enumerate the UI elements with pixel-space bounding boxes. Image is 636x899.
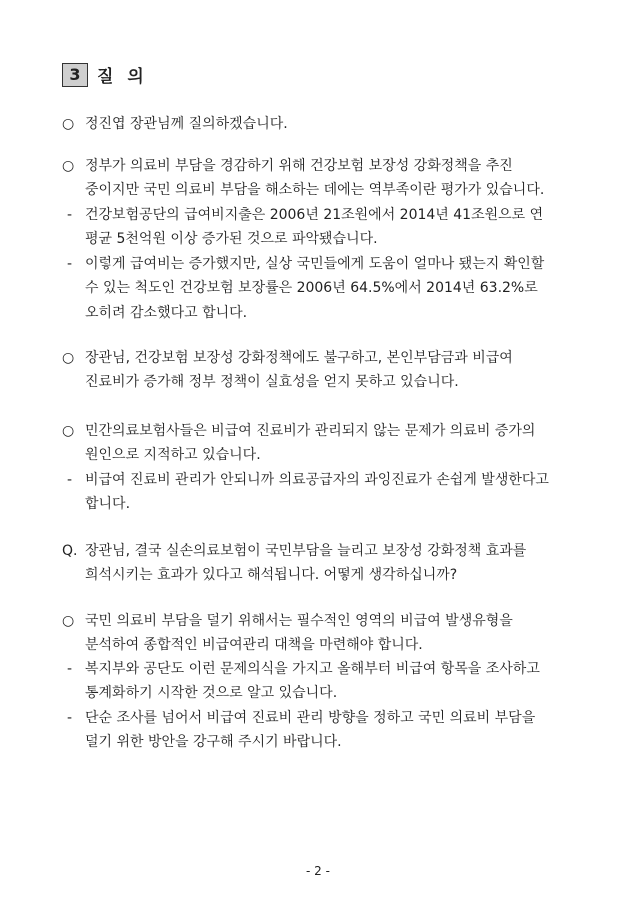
bullet-paragraph — [62, 609, 622, 658]
page-number: - 2 - — [306, 864, 330, 878]
line-text: 원인으로 지적하고 있습니다. — [85, 447, 261, 464]
bullet-marker: - — [67, 661, 73, 677]
line-text: 분석하여 종합적인 비급여관리 대책을 마련해야 합니다. — [85, 637, 423, 654]
bullet-paragraph — [62, 346, 622, 395]
question-paragraph — [62, 539, 622, 588]
text-line — [62, 203, 622, 227]
bullet-subitem — [62, 706, 622, 755]
text-line — [62, 112, 622, 136]
text-line — [62, 227, 622, 251]
line-text: 오히려 감소했다고 합니다. — [85, 304, 248, 321]
line-text: 국민 의료비 부담을 덜기 위해서는 필수적인 영역의 비급여 발생유형을 — [85, 613, 513, 629]
text-line — [62, 154, 622, 178]
text-line — [62, 539, 622, 563]
text-line — [62, 633, 622, 657]
line-text: 장관님, 건강보험 보장성 강화정책에도 불구하고, 본인부담금과 비급여 — [85, 350, 513, 366]
line-text: 정부가 의료비 부담을 경감하기 위해 건강보험 보장성 강화정책을 추진 — [85, 158, 513, 174]
bullet-marker: ○ — [62, 423, 75, 439]
bullet-subitem — [62, 468, 622, 517]
text-line — [62, 252, 622, 276]
text-line — [62, 370, 622, 394]
text-line — [62, 346, 622, 370]
line-text: 복지부와 공단도 이런 문제의식을 가지고 올해부터 비급여 항목을 조사하고 — [85, 661, 540, 677]
text-line — [62, 492, 622, 516]
line-text: 통계화하기 시작한 것으로 알고 있습니다. — [85, 685, 338, 702]
bullet-subitem — [62, 252, 622, 325]
text-line — [62, 609, 622, 633]
line-text: 평균 5천억원 이상 증가된 것으로 파악됐습니다. — [85, 231, 378, 248]
line-text: 덜기 위한 방안을 강구해 주시기 바랍니다. — [85, 734, 342, 751]
bullet-marker: ○ — [62, 613, 75, 629]
bullet-marker: ○ — [62, 116, 75, 132]
section-number: 3 — [62, 63, 88, 87]
bullet-marker: - — [67, 472, 73, 488]
text-line — [62, 178, 622, 202]
line-text: 민간의료보험사들은 비급여 진료비가 관리되지 않는 문제가 의료비 증가의 — [85, 423, 536, 439]
bullet-subitem — [62, 203, 622, 252]
bullet-marker: - — [67, 207, 73, 223]
bullet-paragraph — [62, 419, 622, 468]
line-text: 이렇게 급여비는 증가했지만, 실상 국민들에게 도움이 얼마나 됐는지 확인할 — [85, 256, 545, 272]
bullet-paragraph — [62, 154, 622, 203]
text-line — [62, 443, 622, 467]
section-heading — [62, 62, 148, 87]
line-text: 수 있는 척도인 건강보험 보장률은 2006년 64.5%에서 2014년 63.2%로 — [85, 280, 538, 297]
text-line — [62, 468, 622, 492]
bullet-subitem — [62, 657, 622, 706]
line-text: 건강보험공단의 급여비지출은 2006년 21조원에서 2014년 41조원으로 연 — [85, 207, 544, 223]
text-line — [62, 706, 622, 730]
line-text: 합니다. — [85, 496, 131, 513]
line-text: 정진엽 장관님께 질의하겠습니다. — [85, 116, 288, 132]
line-text: 희석시키는 효과가 있다고 해석됩니다. 어떻게 생각하십니까? — [85, 567, 458, 584]
text-line — [62, 657, 622, 681]
section-title: 질 의 — [97, 67, 148, 87]
text-line — [62, 276, 622, 300]
bullet-paragraph — [62, 112, 622, 136]
bullet-marker: ○ — [62, 350, 75, 366]
line-text: 진료비가 증가해 정부 정책이 실효성을 얻지 못하고 있습니다. — [85, 374, 459, 391]
bullet-marker: ○ — [62, 158, 75, 174]
text-line — [62, 419, 622, 443]
line-text: 비급여 진료비 관리가 안되니까 의료공급자의 과잉진료가 손쉽게 발생한다고 — [85, 472, 549, 488]
bullet-marker: Q. — [62, 543, 78, 559]
line-text: 단순 조사를 넘어서 비급여 진료비 관리 방향을 정하고 국민 의료비 부담을 — [85, 710, 536, 726]
bullet-marker: - — [67, 710, 73, 726]
line-text: 중이지만 국민 의료비 부담을 해소하는 데에는 역부족이란 평가가 있습니다. — [85, 182, 545, 199]
text-line — [62, 730, 622, 754]
text-line — [62, 563, 622, 587]
text-line — [62, 681, 622, 705]
text-line — [62, 301, 622, 325]
line-text: 장관님, 결국 실손의료보험이 국민부담을 늘리고 보장성 강화정책 효과를 — [85, 543, 527, 559]
bullet-marker: - — [67, 256, 73, 272]
